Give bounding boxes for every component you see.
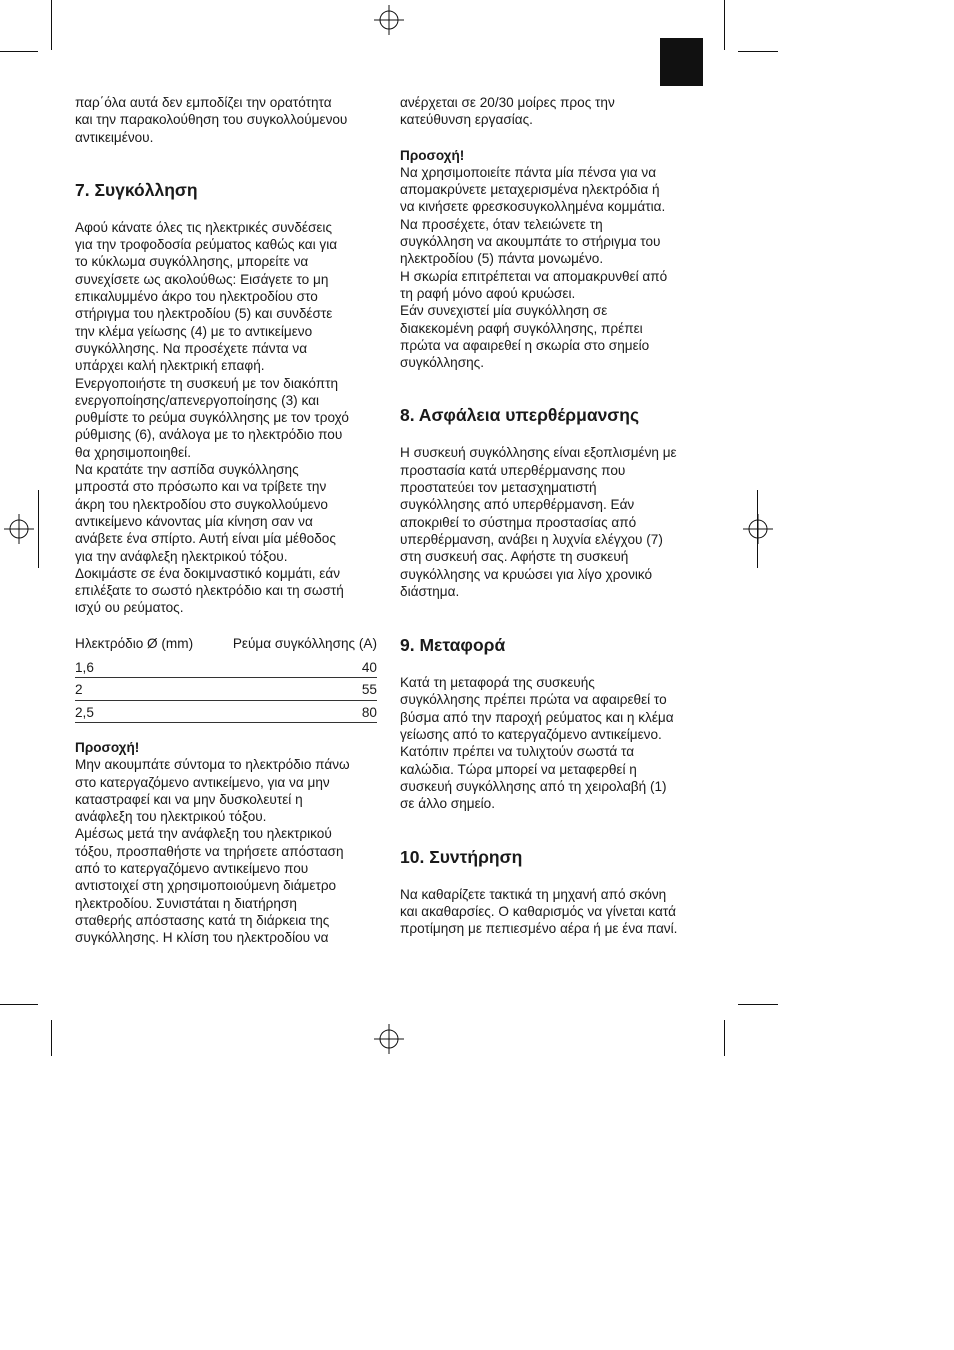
section-8-body: Η συσκευή συγκόλλησης είναι εξοπλισμένη με προστασία κατά υπερθέρμανσης που προστατεύει τον μετασχηματιστή συγκόλλησης από υπερθέρμανση. Εάν αποκριθεί το σύστημα προστασίας από υπερθέρμανση, ανάβει η λυχνία ελέγχου (7) στη συσκευή σας. Αφήστε τη συσκευή συγκόλλησης να κρυώσει για λίγο χρονικό διάστημα. <box>400 445 677 599</box>
side-mark-left <box>38 490 39 568</box>
table-cell-current: 40 <box>361 660 377 676</box>
crop-mark-top-left-vertical <box>51 0 52 50</box>
registration-target-top-icon <box>374 5 404 35</box>
section-9-body: Κατά τη μεταφορά της συσκευής συγκόλλησης πρέπει πρώτα να αφαιρεθεί το βύσμα από την παροχή ρεύματος και η κλέμα γείωσης από το κατεργαζόμενο αντικείμενο. Κατόπιν πρέπει να τυλιχτούν σωστά τα καλώδια. Τώρα μπορεί να μεταφερθεί η συσκευή συγκόλλησης από τη χειρολαβή (1) σε άλλο σημείο. <box>400 675 674 812</box>
table-cell-diameter: 2,5 <box>75 704 94 720</box>
section-10-body: Να καθαρίζετε τακτικά τη μηχανή από σκόνη και ακαθαρσίες. Ο καθαρισμός να γίνεται κατά προτίμηση με πεπιεσμένο αέρα ή με ένα πανί. <box>400 886 678 937</box>
crop-mark-bottom-left-vertical <box>51 1020 52 1056</box>
warning-title: Προσοχή! <box>400 147 465 163</box>
table-row <box>75 678 377 700</box>
electrode-current-table <box>75 635 377 723</box>
crop-mark-top-right-horizontal <box>738 51 778 52</box>
warning-block <box>400 147 705 372</box>
warning-block <box>75 739 380 947</box>
thumb-tab <box>660 38 703 86</box>
section-8-title: 8. Ασφάλεια υπερθέρμανσης <box>400 405 640 426</box>
table-header-current: Ρεύμα συγκόλλησης (A) <box>232 635 377 651</box>
table-cell-current: 55 <box>361 682 377 698</box>
registration-target-left-icon <box>4 514 34 544</box>
crop-mark-bottom-right-horizontal <box>738 1004 778 1005</box>
table-row <box>75 656 377 678</box>
warning-body: Να χρησιμοποιείτε πάντα μία πένσα για να απομακρύνετε μεταχερισμένα ηλεκτρόδια ή να κινήσετε φρεσκοσυγκολλημένα κομμάτια. Να προσέχετε, όταν τελειώνετε τη συγκόλληση να ακουμπάτε το στήριγμα του ηλεκτροδίου (5) πάντα μονωμένο. Η σκωρία επιτρέπεται να απομακρυνθεί από τη ραφή μόνο αφού κρυώσει. Εάν συνεχιστεί μία συγκόλληση σε διακεκομένη ραφή συγκόλλησης, πρέπει πρώτα να αφαιρεθεί η σκωρία στο σημείο συγκόλλησης. <box>400 164 668 371</box>
table-header <box>75 635 377 656</box>
section-7-body: Αφού κάνατε όλες τις ηλεκτρικές συνδέσεις για την τροφοδοσία ρεύματος καθώς και για το κύκλωμα συγκόλλησης, μπορείτε να συνεχίσετε ως ακολούθως: Εισάγετε το μη επικαλυμμένο άκρο του ηλεκτροδίου στο στήριγμα του ηλεκτροδίου (5) και συνδέστε την κλέμα γείωσης (4) με το αντικείμενο συγκόλλησης. Να προσέχετε πάντα να υπάρχει καλή ηλεκτρική επαφή. Ενεργοποιήστε τη συσκευή με τον διακόπτη ενεργοποίησης/απενεργοποίησης (3) και ρυθμίστε το ρεύμα συγκόλλησης με τον τροχό ρύθμισης (6), ανάλογα με το ηλεκτρόδιο που θα χρησιμοποιηθεί. Να κρατάτε την ασπίδα συγκόλλησης μπροστά στο πρόσωπο και να τρίβετε την άκρη του ηλεκτροδίου στο συγκολλούμενο αντικείμενο κάνοντας μία κίνηση σαν να ανάβετε ένα σπίρτο. Αυτή είναι μία μέθοδος για την ανάφλεξη ηλεκτρικού τόξου. Δοκιμάστε σε ένα δοκιμναστικό κομμάτι, εάν επιλέξατε το σωστό ηλεκτρόδιο και τη σωστή ισχύ ου ρεύματος. <box>75 219 349 616</box>
registration-target-bottom-icon <box>374 1024 404 1054</box>
left-column <box>75 94 380 946</box>
table-cell-diameter: 2 <box>75 682 83 698</box>
section-9-title: 9. Μεταφορά <box>400 635 506 656</box>
crop-mark-top-right-vertical <box>724 0 725 50</box>
right-column <box>400 94 705 937</box>
crop-mark-top-left-horizontal <box>0 51 38 52</box>
table-cell-current: 80 <box>361 704 377 720</box>
section-10-title: 10. Συντήρηση <box>400 846 523 867</box>
table-row <box>75 701 377 723</box>
warning-title: Προσοχή! <box>75 739 140 755</box>
intro-paragraph: ανέρχεται σε 20/30 μοίρες προς την κατεύθυνση εργασίας. <box>400 95 615 128</box>
warning-body: Μην ακουμπάτε σύντομα το ηλεκτρόδιο πάνω στο κατεργαζόμενο αντικείμενο, για να μην καταστραφεί και να μην δυσκολευτεί η ανάφλεξη του ηλεκτρικού τόξου. Αμέσως μετά την ανάφλεξη του ηλεκτρικού τόξου, προσπαθήστε να τηρήσετε απόσταση από το κατεργαζόμενο αντικείμενο που αντιστοιχεί στη χρησιμοποιούμενη διάμετρο ηλεκτροδίου. Συνιστάται η διατήρηση σταθερής απόστασης κατά τη διάρκεια της συγκόλλησης. Η κλίση του ηλεκτροδίου να <box>75 757 350 946</box>
table-header-diameter: Ηλεκτρόδιο Ø (mm) <box>75 635 194 651</box>
table-cell-diameter: 1,6 <box>75 660 94 676</box>
crop-mark-bottom-left-horizontal <box>0 1004 38 1005</box>
intro-paragraph: παρ΄όλα αυτά δεν εμποδίζει την ορατότητα και την παρακολούθηση του συγκολλούμενου αντικειμένου. <box>75 95 348 145</box>
section-7-title: 7. Συγκόλληση <box>75 179 198 200</box>
crop-mark-bottom-right-vertical <box>724 1020 725 1056</box>
registration-target-right-icon <box>743 514 773 544</box>
